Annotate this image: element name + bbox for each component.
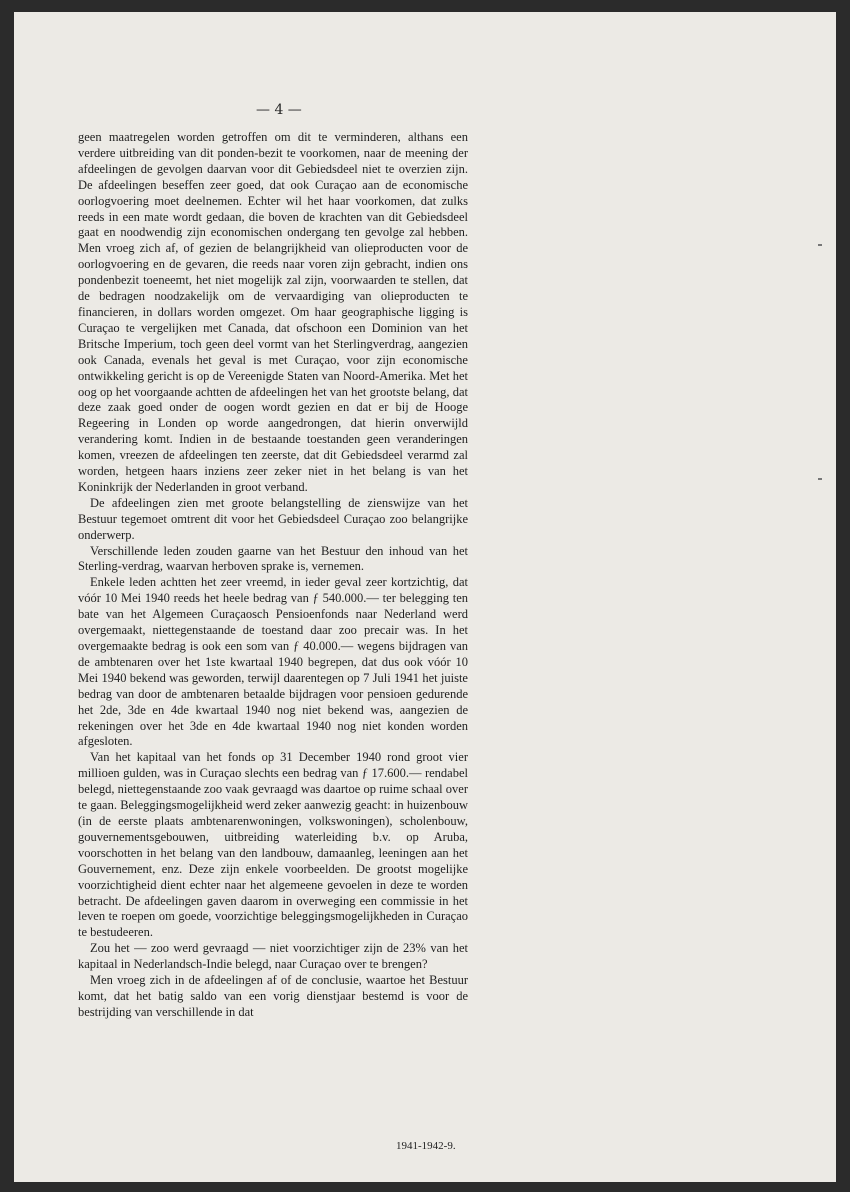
paragraph: Men vroeg zich in de afdeelingen af of de conclusie, waartoe het Bestuur komt, dat het batig saldo van een vorig dienstjaar bestemd is voor de bestrijding van verschillende in dat: [78, 973, 468, 1019]
margin-mark: [818, 478, 822, 480]
page-number: — 4 —: [256, 102, 302, 118]
document-code: 1941-1942-9.: [396, 1140, 456, 1152]
paragraph: Verschillende leden zouden gaarne van het Bestuur den inhoud van het Sterling-verdrag, waarvan herboven sprake is, vernemen.: [78, 543, 468, 574]
paragraph: Van het kapitaal van het fonds op 31 December 1940 rond groot vier millioen gulden, was in Curaçao slechts een bedrag van ƒ 17.600.— rendabel belegd, niettegenstaande zoo vaak gevraagd was daartoe op ruime schaal over te gaan. Beleggingsmogelijkheid werd zeker aanwezig geacht: in huizenbouw (in de eerste plaats ambtenarenwoningen, volkswoningen), scholenbouw, gouvernementsgebouwen, uitbreiding waterleiding b.v. op Aruba, voorschotten in het belang van den landbouw, damaanleg, leeningen aan het Gouvernement, enz. Deze zijn enkele voorbeelden. De grootst mogelijke voorzichtigheid dient echter naar het algemeene gevoelen in deze te worden betracht. De afdeelingen gaven daarom in overweging een commissie in het leven te roepen om goede, voorzichtige beleggingsmogelijkheden in Curaçao te bestudeeren.: [78, 750, 468, 940]
body-text: [78, 130, 468, 1021]
paragraph: Zou het — zoo werd gevraagd — niet voorzichtiger zijn de 23% van het kapitaal in Nederlandsch-Indie belegd, naar Curaçao over te brengen?: [78, 941, 468, 972]
margin-mark: [818, 244, 822, 246]
paragraph: geen maatregelen worden getroffen om dit te verminderen, althans een verdere uitbreiding van dit ponden-bezit te voorkomen, naar de meening der afdeelingen de gevolgen daarvan voor dit Gebiedsdeel niet te overzien zijn. De afdeelingen beseffen zeer goed, dat ook Curaçao aan de economische oorlogvoering moet deelnemen. Echter wil het haar voorkomen, dat zulks reeds in een mate wordt gedaan, die boven de krachten van dit Gebiedsdeel gaat en noodwendig zijn economischen ondergang ten gevolge zal hebben. Men vroeg zich af, of gezien de belangrijkheid van olieproducten voor de oorlogvoering en de gevaren, die reeds naar voren zijn gebracht, indien ons pondenbezit toeneemt, het niet mogelijk zal zijn, voorwaarden te stellen, dat de bedragen noodzakelijk om de vervaardiging van olieproducten te financieren, in dollars worden omgezet. Om haar geographische ligging is Curaçao te vergelijken met Canada, dat ofschoon een Dominion van het Britsche Imperium, toch geen deel vormt van het Sterlingverdrag, aangezien ook Canada, evenals het geval is met Curaçao, voor zijn economische ontwikkeling gericht is op de Vereenigde Staten van Noord-Amerika. Met het oog op het voorgaande achtten de afdeelingen het van het grootste belang, dat deze zaak goed onder de oogen wordt gezien en dat er bij de Hooge Regeering in Londen op worde aangedrongen, dat hierin onverwijld verandering komt. Indien in de bestaande toestanden geen veranderingen komen, vreezen de afdeelingen ten zeerste, dat dit Gebiedsdeel verarmd zal worden, hetgeen haars inziens zeer zeker niet in het belang is van het Koninkrijk der Nederlanden in groot verband.: [78, 130, 468, 494]
paragraph: De afdeelingen zien met groote belangstelling de zienswijze van het Bestuur tegemoet omtrent dit voor het Gebiedsdeel Curaçao zoo belangrijke onderwerp.: [78, 495, 468, 542]
paragraph: Enkele leden achtten het zeer vreemd, in ieder geval zeer kortzichtig, dat vóór 10 Mei 1940 reeds het heele bedrag van ƒ 540.000.— ter belegging ten bate van het Algemeen Curaçaosch Pensioenfonds naar Nederland werd overgemaakt, niettegenstaande de toestand daar zoo precair was. In het overgemaakte bedrag is ook een som van ƒ 40.000.— wegens bijdragen van de ambtenaren over het 1ste kwartaal 1940 begrepen, dat dus ook vóór 10 Mei 1940 bekend was geworden, terwijl daarentegen op 7 Juli 1941 het juiste bedrag van door de ambtenaren betaalde bijdragen voor pensioen gedurende het 2de, 3de en 4de kwartaal 1940 nog niet bekend was, aangezien de rekeningen over het 3de en 4de kwartaal 1940 nog niet konden worden afgesloten.: [78, 575, 468, 749]
